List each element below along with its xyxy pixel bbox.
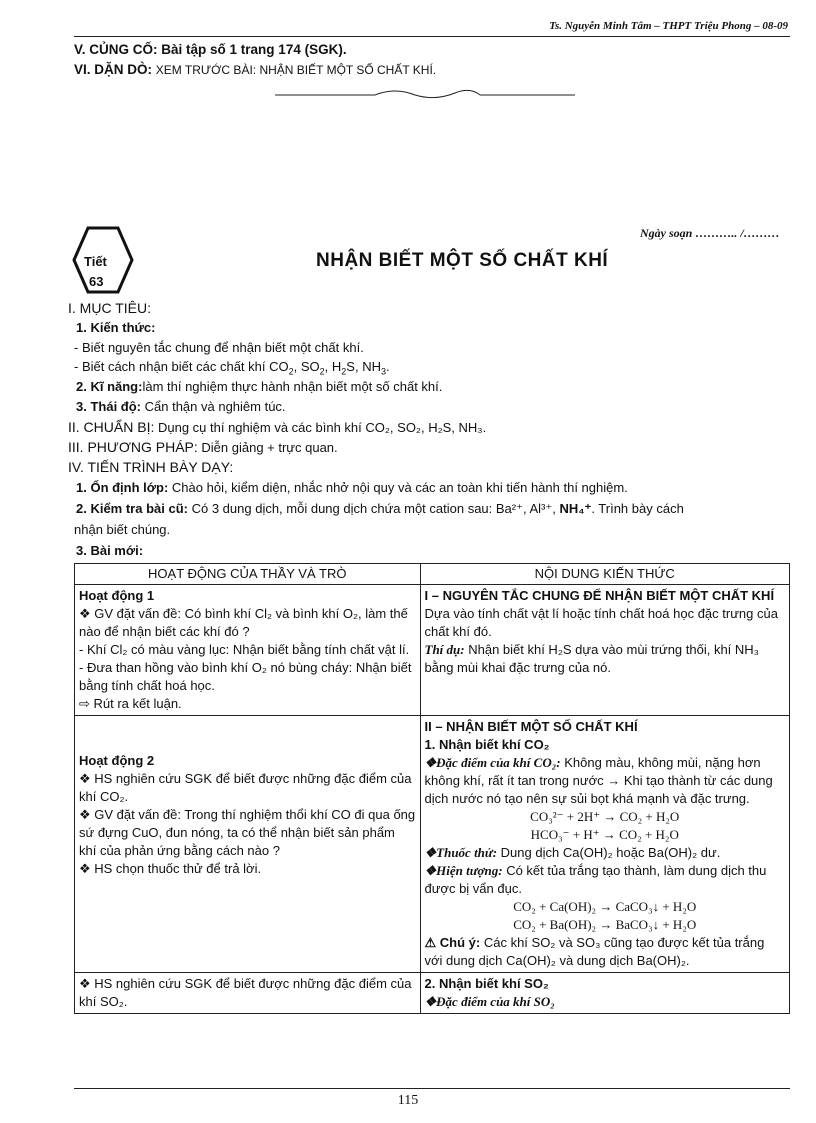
footer-rule [74, 1088, 790, 1089]
kienthuc-heading: 1. Kiến thức: [76, 320, 156, 335]
header-rule [74, 36, 790, 37]
paragraph: ❖Thuốc thử: Dung dịch Ca(OH)₂ hoặc Ba(OH)₂ dư. [424, 845, 721, 860]
col-hoatdong: HOẠT ĐỘNG CỦA THẦY VÀ TRÒ [75, 564, 421, 585]
list-item: ⇨ Rút ra kết luận. [79, 696, 182, 711]
list-item: ❖ GV đặt vấn đề: Có bình khí Cl₂ và bình khí O₂, làm thế nào để nhận biết các khí đó ? [79, 606, 408, 639]
table-row [75, 973, 790, 1014]
subsection-title: 1. Nhận biết khí CO₂ [424, 737, 550, 752]
section-muctieu: I. MỤC TIÊU: [68, 300, 151, 316]
kienthuc-item-2: - Biết cách nhận biết các chất khí $CO_2$, $SO_2$, $H_2S$, $NH_3$. [74, 359, 390, 377]
table-row [75, 716, 790, 973]
tientrinh-heading: IV. TIẾN TRÌNH BÀY DẠY: [68, 459, 234, 475]
hoatdong-2-title: Hoạt động 2 [79, 753, 155, 768]
ondinh-line: 1. Ổn định lớp: Chào hỏi, kiểm diện, nhắc nhở nội quy và các an toàn khi tiến hành thí nghiệm. [76, 480, 628, 495]
hoatdong-1-title: Hoạt động 1 [79, 588, 155, 603]
kienthuc-item-1: - Biết nguyên tắc chung để nhận biết một chất khí. [74, 340, 364, 355]
chuanbi-line: II. CHUẨN BỊ: Dụng cụ thí nghiệm và các bình khí CO₂, SO₂, H₂S, NH₃. [68, 419, 487, 435]
paragraph: Dựa vào tính chất vật lí hoặc tính chất hoá học đặc trưng của chất khí đó. [424, 606, 778, 639]
lesson-table [74, 563, 790, 1014]
cungco-line: V. CỦNG CỐ: Bài tập số 1 trang 174 (SGK). [74, 42, 347, 57]
paragraph: ❖Đặc điểm của khí CO₂: Không màu, không mùi, nặng hơn không khí, rất ít tan trong nước → Khi tạo thành từ các dung dịch nước nó tạo nên sự sủi bọt khá mạnh và đặc trưng. [424, 755, 773, 806]
equation: CO₂ + Ba(OH)₂ → BaCO₃↓ + H₂O [513, 917, 697, 932]
paragraph: ❖Đặc điểm của khí SO₂ [424, 994, 555, 1009]
date-label: Ngày soạn ……….. /……… [640, 226, 780, 240]
list-item: ❖ HS nghiên cứu SGK để biết được những đặc điểm của khí SO₂. [79, 976, 412, 1009]
list-item: ❖ HS chọn thuốc thử để trả lời. [79, 861, 262, 876]
baimoi-heading: 3. Bài mới: [76, 543, 144, 558]
list-item: - Đưa than hồng vào bình khí O₂ nó bùng cháy: Nhận biết bằng tính chất hoá học. [79, 660, 412, 693]
paragraph: ❖Hiện tượng: Có kết tủa trắng tạo thành, làm dung dịch thu được bị vẩn đục. [424, 863, 767, 896]
page-number: 115 [397, 1093, 419, 1108]
kinang-line: 2. Kĩ năng:làm thí nghiệm thực hành nhận biết một số chất khí. [76, 379, 443, 394]
section-title: I – NGUYÊN TẮC CHUNG ĐỂ NHẬN BIẾT MỘT CHẤT KHÍ [424, 588, 775, 603]
note: ⚠ Chú ý: Các khí SO₂ và SO₃ cũng tạo được kết tủa trắng với dung dịch Ca(OH)₂ và dung dịch Ba(OH)₂. [424, 935, 765, 968]
lesson-number: 63 [89, 274, 104, 289]
equation: CO₃²⁻ + 2H⁺ → CO₂ + H₂O [530, 809, 680, 824]
list-item: ❖ GV đặt vấn đề: Trong thí nghiệm thổi khí CO đi qua ống sứ đựng CuO, đun nóng, ta có thể nhận biết sản phẩm khí của phản ứng bằng cách nào ? [79, 807, 416, 858]
table-row [75, 585, 790, 716]
dando-line: VI. DẶN DÒ: XEM TRƯỚC BÀI: NHẬN BIẾT MỘT SỐ CHẤT KHÍ. [74, 62, 437, 77]
table-header-row [75, 564, 790, 585]
example: Thí dụ: Nhận biết khí H₂S dựa vào mùi trứng thối, khí NH₃ bằng mùi khai đặc trưng của nó. [424, 642, 759, 675]
page-header: Ts. Nguyễn Minh Tâm – THPT Triệu Phong – 08-09 [549, 20, 788, 32]
ktbc-line-2: nhận biết chúng. [74, 522, 171, 537]
equation: HCO₃⁻ + H⁺ → CO₂ + H₂O [530, 827, 679, 842]
list-item: - Khí Cl₂ có màu vàng lục: Nhận biết bằng tính chất vật lí. [79, 642, 410, 657]
ornament-divider [275, 87, 575, 101]
phuongphap-line: III. PHƯƠNG PHÁP: Diễn giảng + trực quan. [68, 439, 338, 455]
col-noidung: NỘI DUNG KIẾN THỨC [420, 564, 790, 585]
thaido-line: 3. Thái độ: Cẩn thận và nghiêm túc. [76, 399, 286, 414]
ktbc-line: 2. Kiểm tra bài cũ: Có 3 dung dịch, mỗi dung dịch chứa một cation sau: Ba²⁺, Al³⁺, NH₄⁺. Trình bày cách [76, 501, 684, 516]
lesson-tiet: Tiết [84, 254, 107, 269]
page-title: NHẬN BIẾT MỘT SỐ CHẤT KHÍ [316, 250, 609, 271]
section-title: II – NHẬN BIẾT MỘT SỐ CHẤT KHÍ [424, 719, 638, 734]
list-item: ❖ HS nghiên cứu SGK để biết được những đặc điểm của khí CO₂. [79, 771, 412, 804]
equation: CO₂ + Ca(OH)₂ → CaCO₃↓ + H₂O [513, 899, 697, 914]
subsection-title: 2. Nhận biết khí SO₂ [424, 976, 549, 991]
